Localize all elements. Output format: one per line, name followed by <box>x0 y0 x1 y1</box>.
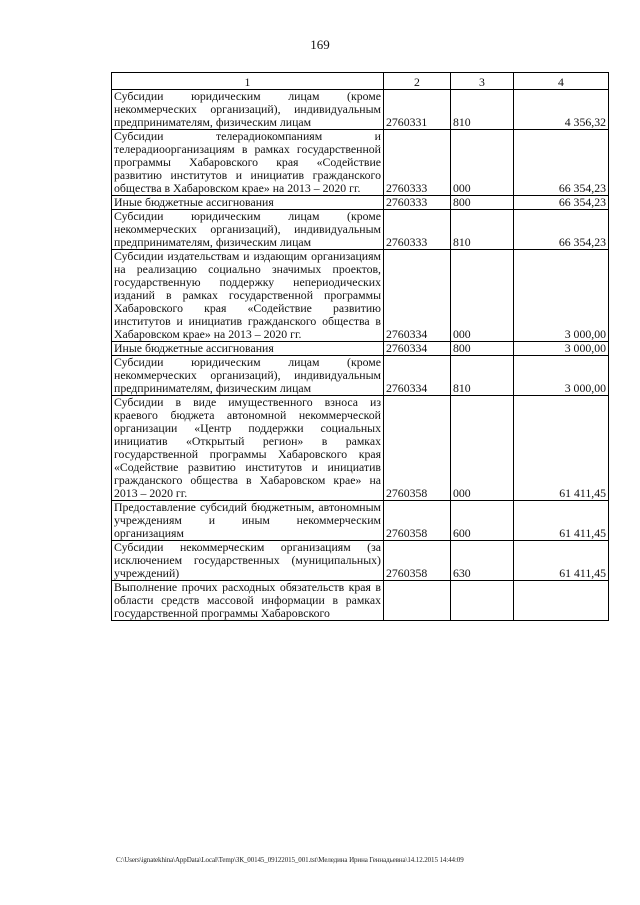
row-name: Выполнение прочих расходных обязательств края в области средств массовой информации в рамках государственной программы Хабаровского <box>112 581 384 621</box>
row-kind <box>451 581 514 621</box>
table-row <box>112 541 609 581</box>
table-row <box>112 130 609 196</box>
row-kind: 630 <box>451 541 514 581</box>
table-row <box>112 501 609 541</box>
row-name: Предоставление субсидий бюджетным, автономным учреждениям и иным некоммерческим организациям <box>112 501 384 541</box>
row-kind: 000 <box>451 130 514 196</box>
header-col-1: 1 <box>112 73 384 90</box>
row-code: 2760334 <box>384 342 451 356</box>
row-amount: 61 411,45 <box>514 541 609 581</box>
row-kind: 000 <box>451 396 514 501</box>
row-amount: 66 354,23 <box>514 130 609 196</box>
row-code <box>384 581 451 621</box>
row-code: 2760331 <box>384 90 451 130</box>
row-amount: 3 000,00 <box>514 250 609 342</box>
table-row <box>112 581 609 621</box>
row-kind: 810 <box>451 356 514 396</box>
header-col-2: 2 <box>384 73 451 90</box>
row-amount: 61 411,45 <box>514 501 609 541</box>
row-name: Субсидии издательствам и издающим организациям на реализацию социально значимых проектов, государственную поддержку непериодических изданий в рамках государственной программы Хабаровского края «Содействие развитию институтов и инициатив гражданского общества в Хабаровском крае» на 2013 – 2020 гг. <box>112 250 384 342</box>
row-name: Иные бюджетные ассигнования <box>112 196 384 210</box>
table-header-row <box>112 73 609 90</box>
row-code: 2760334 <box>384 356 451 396</box>
row-amount: 61 411,45 <box>514 396 609 501</box>
row-amount: 66 354,23 <box>514 210 609 250</box>
file-path-footer: C:\Users\ignatekhina\AppData\Local\Temp\ЗК_00145_09122015_001.tst\Меледина Ирина Геннадьевна\14.12.2015 14:44:09 <box>116 856 464 864</box>
row-amount <box>514 581 609 621</box>
row-kind: 600 <box>451 501 514 541</box>
row-name: Субсидии в виде имущественного взноса из краевого бюджета автономной некоммерческой организации «Центр поддержки социальных инициатив «Открытый регион» в рамках государственной программы Хабаровского края «Содействие развитию институтов и инициатив гражданского общества в Хабаровском крае» на 2013 – 2020 гг. <box>112 396 384 501</box>
header-col-4: 4 <box>514 73 609 90</box>
row-kind: 000 <box>451 250 514 342</box>
row-name: Иные бюджетные ассигнования <box>112 342 384 356</box>
row-code: 2760333 <box>384 130 451 196</box>
table-row <box>112 196 609 210</box>
row-name: Субсидии некоммерческим организациям (за исключением государственных (муниципальных) учреждений) <box>112 541 384 581</box>
row-amount: 66 354,23 <box>514 196 609 210</box>
row-kind: 800 <box>451 342 514 356</box>
row-name: Субсидии юридическим лицам (кроме некоммерческих организаций), индивидуальным предпринимателям, физическим лицам <box>112 210 384 250</box>
row-amount: 3 000,00 <box>514 342 609 356</box>
row-name: Субсидии телерадиокомпаниям и телерадиоорганизациям в рамках государственной программы Хабаровского края «Содействие развитию институтов и инициатив гражданского общества в Хабаровском крае» на 2013 – 2020 гг. <box>112 130 384 196</box>
row-code: 2760333 <box>384 210 451 250</box>
row-code: 2760358 <box>384 541 451 581</box>
row-name: Субсидии юридическим лицам (кроме некоммерческих организаций), индивидуальным предпринимателям, физическим лицам <box>112 356 384 396</box>
table-row <box>112 342 609 356</box>
row-amount: 4 356,32 <box>514 90 609 130</box>
table-row <box>112 210 609 250</box>
table-row <box>112 250 609 342</box>
row-code: 2760358 <box>384 501 451 541</box>
table-row <box>112 90 609 130</box>
row-code: 2760358 <box>384 396 451 501</box>
row-code: 2760334 <box>384 250 451 342</box>
row-amount: 3 000,00 <box>514 356 609 396</box>
header-col-3: 3 <box>451 73 514 90</box>
row-kind: 810 <box>451 210 514 250</box>
row-name: Субсидии юридическим лицам (кроме некоммерческих организаций), индивидуальным предпринимателям, физическим лицам <box>112 90 384 130</box>
row-kind: 810 <box>451 90 514 130</box>
row-kind: 800 <box>451 196 514 210</box>
table-row <box>112 396 609 501</box>
page-number: 169 <box>310 37 330 52</box>
row-code: 2760333 <box>384 196 451 210</box>
table-row <box>112 356 609 396</box>
budget-table <box>111 72 609 621</box>
